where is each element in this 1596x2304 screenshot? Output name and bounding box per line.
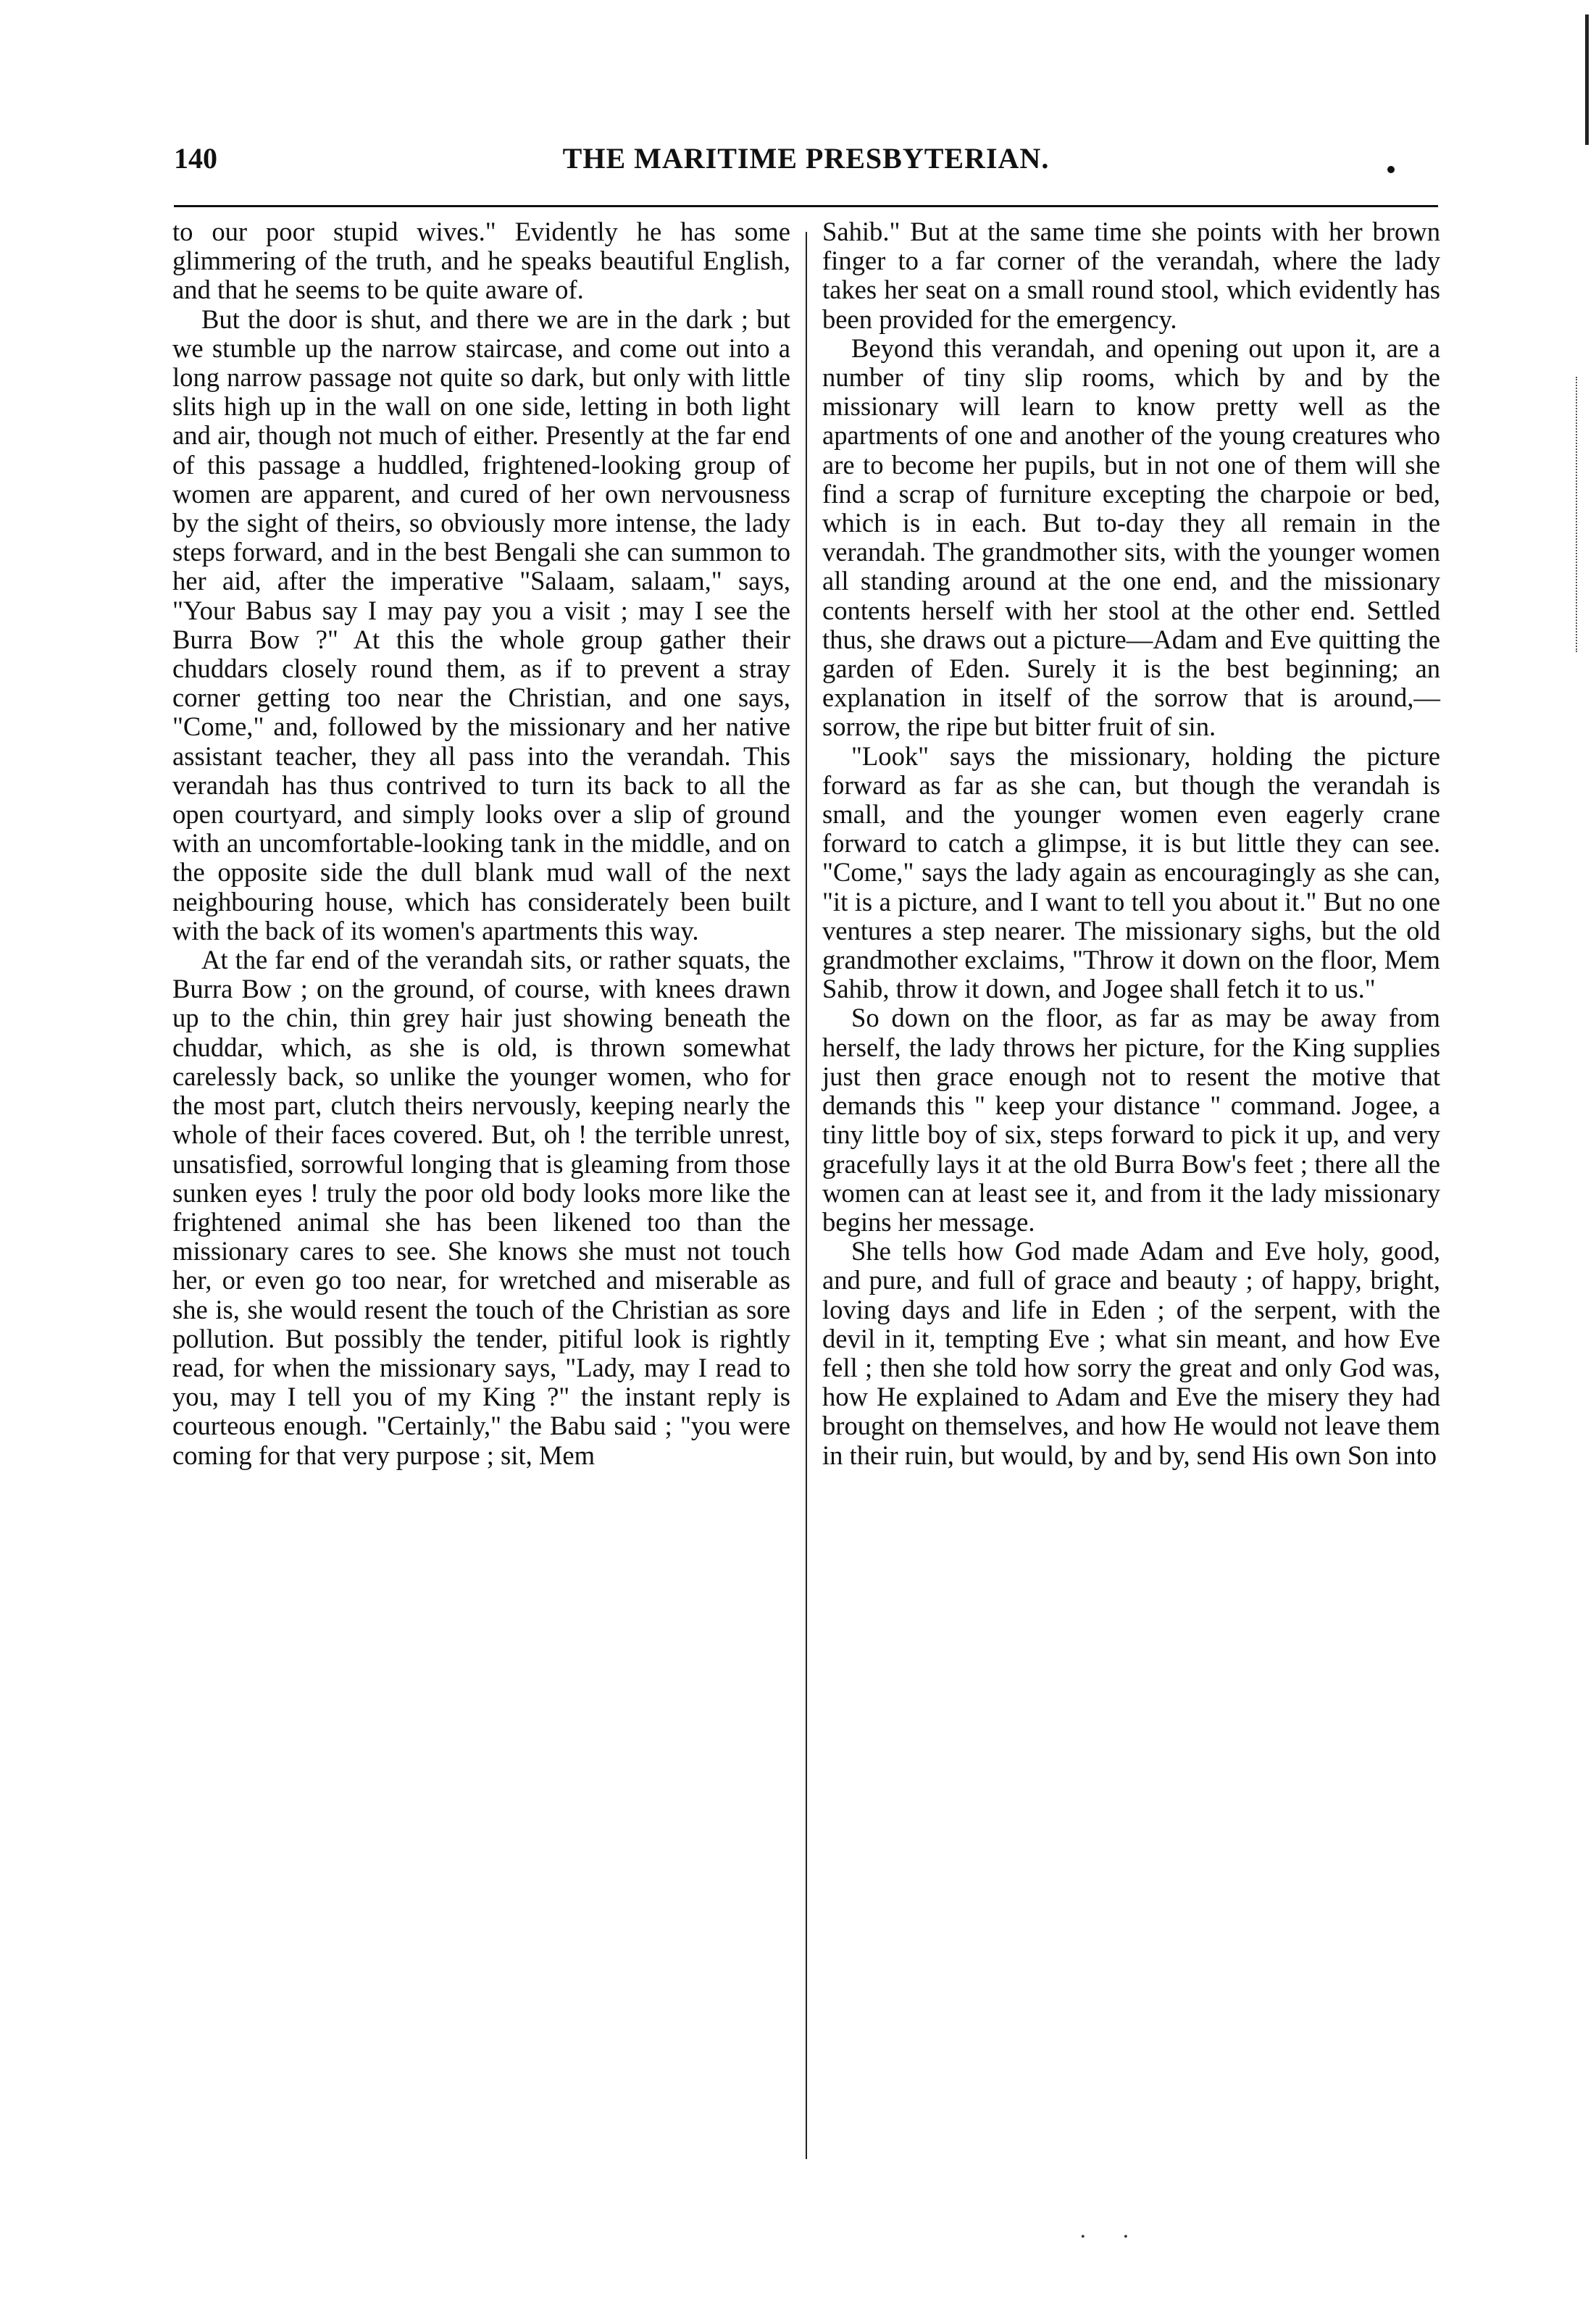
paragraph: Beyond this verandah, and opening out upon it, are a number of tiny slip rooms, which by and by the missionary will learn to know pretty well as the apartments of one and another of the young creatures who are to become her pupils, but in not one of them will she find a scrap of furniture excepting the charpoie or bed, which is in each. But to-day they all remain in the verandah. The grandmother sits, with the younger women all standing around at the one end, and the missionary contents herself with her stool at the other end. Settled thus, she draws out a picture—Adam and Eve quitting the garden of Eden. Surely it is the best beginning; an explanation in itself of the sorrow that is around,—sorrow, the ripe but bitter fruit of sin. xyxy=(822,333,1440,742)
page-number: 140 xyxy=(174,142,217,175)
journal-title: THE MARITIME PRESBYTERIAN. xyxy=(562,142,1050,175)
header-bullet xyxy=(1387,166,1395,173)
paragraph: "Look" says the missionary, holding the picture forward as far as she can, but though the verandah is small, and the younger women even eagerly crane forward to catch a glimpse, it is but little they can see. "Come," says the lady again as encouragingly as she can, "it is a picture, and I want to tell you about it." But no one ventures a step nearer. The missionary sighs, but the old grandmother exclaims, "Throw it down on the floor, Mem Sahib, throw it down, and Jogee shall fetch it to us." xyxy=(822,740,1440,1004)
header-rule xyxy=(174,205,1438,207)
paragraph: She tells how God made Adam and Eve holy, good, and pure, and full of grace and beauty ; of happy, bright, loving days and life in Eden ; of the serpent, with the devil in it, tempting Eve ; what sin meant, and how Eve fell ; then she told how sorry the great and only God was, how He explained to Adam and Eve the misery they had brought on themselves, and how He would not leave them in their ruin, but would, by and by, send His own Son into xyxy=(822,1236,1440,1470)
paragraph: Sahib." But at the same time she points with her brown finger to a far corner of the verandah, where the lady takes her seat on a small round stool, which evidently has been provided for the emergency. xyxy=(822,217,1440,334)
left-column xyxy=(172,217,790,2203)
paragraph: But the door is shut, and there we are in the dark ; but we stumble up the narrow staircase, and come out into a long narrow passage not quite so dark, but only with little slits high up in the wall on one side, letting in both light and air, though not much of either. Presently at the far end of this passage a huddled, frightened-looking group of women are apparent, and cured of her own nervousness by the sight of theirs, so obviously more intense, the lady steps forward, and in the best Bengali she can summon to her aid, after the imperative "Salaam, salaam," says, "Your Babus say I may pay you a visit ; may I see the Burra Bow ?" At this the whole group gather their chuddars closely round them, as if to prevent a stray corner getting too near the Christian, and one says, "Come," and, followed by the missionary and her native assistant teacher, they all pass into the verandah. This verandah has thus contrived to turn its back to all the open courtyard, and simply looks over a slip of ground with an uncomfortable-looking tank in the middle, and on the opposite side the dull blank mud wall of the next neighbouring house, which has considerately been built with the back of its women's apartments this way. xyxy=(172,304,790,946)
paragraph: So down on the floor, as far as may be away from herself, the lady throws her picture, for the King supplies just then grace enough not to resent the motive that demands this " keep your distance " command. Jogee, a tiny little boy of six, steps forward to pick it up, and very gracefully lays it at the old Burra Bow's feet ; there all the women can at least see it, and from it the lady missionary begins her message. xyxy=(822,1003,1440,1237)
paragraph: to our poor stupid wives." Evidently he has some glimmering of the truth, and he speaks beautiful English, and that he seems to be quite aware of. xyxy=(172,217,790,305)
column-divider xyxy=(806,232,807,2159)
text-columns xyxy=(172,217,1440,2203)
page-edge-mark xyxy=(1585,14,1589,145)
foot-specks: · · xyxy=(1079,2224,1144,2250)
page-header xyxy=(174,141,1438,192)
paragraph: At the far end of the verandah sits, or rather squats, the Burra Bow ; on the ground, of course, with knees drawn up to the chin, thin grey hair just showing beneath the chuddar, which, as she is old, is thrown somewhat carelessly back, so unlike the younger women, who for the most part, clutch theirs nervously, keeping nearly the whole of their faces covered. But, oh ! the terrible unrest, unsatisfied, sorrowful longing that is gleaming from those sunken eyes ! truly the poor old body looks more like the frightened animal she has been likened too than the missionary cares to see. She knows she must not touch her, or even go too near, for wretched and miserable as she is, she would resent the touch of the Christian as sore pollution. But possibly the tender, pitiful look is rightly read, for when the missionary says, "Lady, may I read to you, may I tell you of my King ?" the instant reply is courteous enough. "Certainly," the Babu said ; "you were coming for that very purpose ; sit, Mem xyxy=(172,945,790,1470)
page-edge-dots xyxy=(1576,377,1579,652)
right-column xyxy=(822,217,1440,2203)
